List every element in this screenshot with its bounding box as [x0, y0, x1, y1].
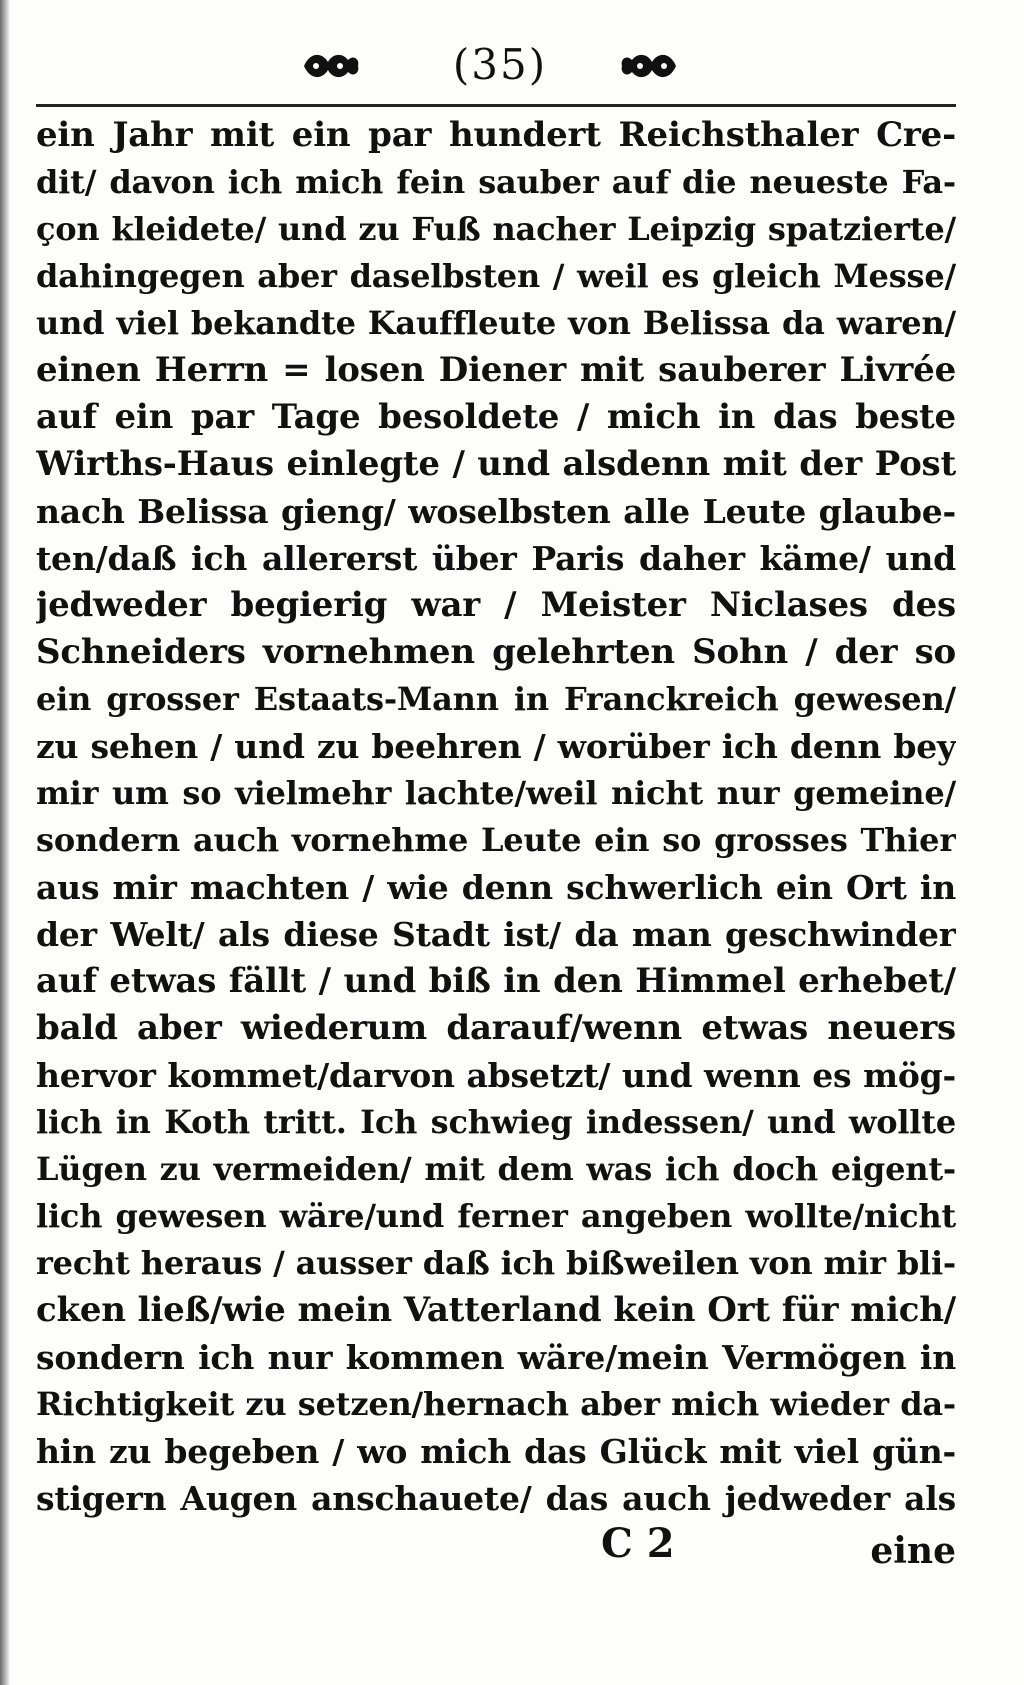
text-line: stigern Augen anschauete/ das auch jedweder als — [36, 1479, 956, 1518]
text-line: Wirths-Haus einlegte / und alsdenn mit der Post — [36, 444, 956, 484]
text-line: dahingegen aber daselbsten / weil es gleich Messe/ — [36, 257, 956, 295]
page-header — [300, 40, 700, 100]
fleuron-right-icon — [618, 48, 680, 84]
text-line: ten/daß ich allererst über Paris daher käme/ und — [36, 539, 956, 578]
text-line: auf ein par Tage besoldete / mich in das beste — [36, 397, 956, 437]
text-line: dit/ davon ich mich fein sauber auf die neueste Fa- — [36, 163, 956, 201]
page-footer — [36, 1520, 956, 1580]
text-line: Richtigkeit zu setzen/hernach aber mich wieder da- — [36, 1385, 956, 1423]
text-line: einen Herrn = losen Diener mit sauberer Livrée — [36, 350, 956, 390]
fleuron-left-icon — [300, 48, 362, 84]
text-line: jedweder begierig war / Meister Niclases des — [36, 585, 956, 625]
text-line: der Welt/ als diese Stadt ist/ da man geschwinder — [36, 915, 956, 954]
text-line: lich gewesen wäre/und ferner angeben wollte/nicht — [36, 1197, 956, 1235]
text-line: mir um so vielmehr lachte/weil nicht nur gemeine/ — [36, 774, 956, 812]
text-line: recht heraus / ausser daß ich bißweilen von mir bli- — [36, 1244, 956, 1282]
text-line: çon kleidete/ und zu Fuß nacher Leipzig spatzierte/ — [36, 210, 956, 248]
text-line: ein grosser Estaats-Mann in Franckreich gewesen/ — [36, 680, 956, 718]
text-line: aus mir machten / wie denn schwerlich ein Ort in — [36, 868, 956, 907]
text-line: nach Belissa gieng/ woselbsten alle Leute glaube- — [36, 492, 956, 531]
signature-mark: C 2 — [601, 1520, 675, 1567]
text-line: und viel bekandte Kauffleute von Belissa da waren/ — [36, 304, 956, 342]
binding-shadow — [0, 0, 10, 1685]
text-line: Schneiders vornehmen gelehrten Sohn / der so — [36, 632, 956, 672]
text-line: hin zu begeben / wo mich das Glück mit viel gün- — [36, 1432, 956, 1471]
text-line: hervor kommet/darvon absetzt/ und wenn es mög- — [36, 1056, 956, 1095]
text-line: Lügen zu vermeiden/ mit dem was ich doch eigent- — [36, 1150, 956, 1188]
catchword: eine — [870, 1530, 956, 1572]
text-line: cken ließ/wie mein Vatterland kein Ort für mich/ — [36, 1290, 956, 1330]
text-line: zu sehen / und zu beehren / worüber ich denn bey — [36, 727, 956, 766]
text-line: bald aber wiederum darauf/wenn etwas neuers — [36, 1008, 956, 1048]
text-line: ein Jahr mit ein par hundert Reichsthaler Cre- — [36, 115, 956, 155]
body-text — [36, 112, 956, 1522]
page-number: (35) — [452, 40, 548, 89]
text-line: auf etwas fällt / und biß in den Himmel erhebet/ — [36, 961, 956, 1001]
header-rule — [36, 104, 956, 107]
text-line: sondern ich nur kommen wäre/mein Vermögen in — [36, 1338, 956, 1377]
text-line: sondern auch vornehme Leute ein so grosses Thier — [36, 821, 956, 859]
text-line: lich in Koth tritt. Ich schwieg indessen/ und wollte — [36, 1103, 956, 1141]
